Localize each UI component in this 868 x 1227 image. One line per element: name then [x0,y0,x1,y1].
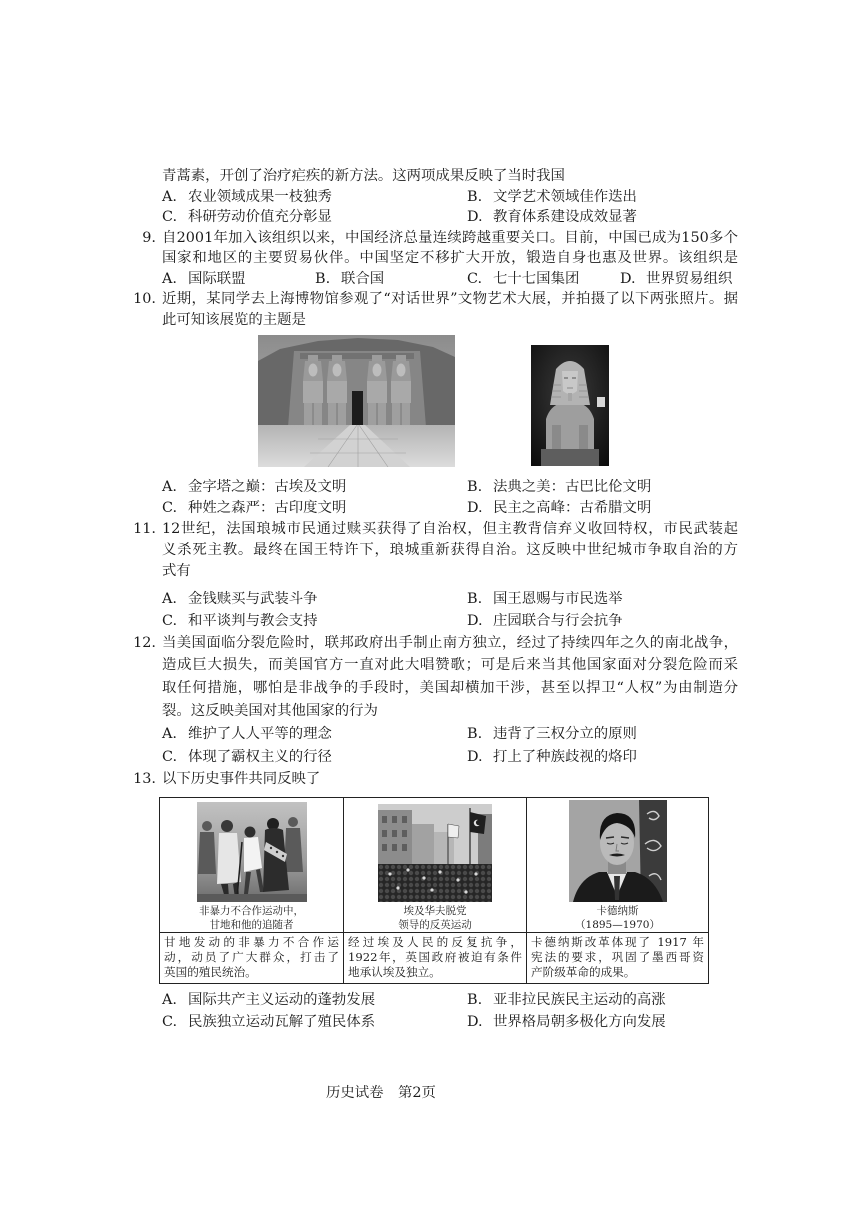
description-line: 卡德纳斯改革体现了 1917 年 [531,935,704,949]
option-text: 世界贸易组织 [646,271,733,287]
question-13-option-b [467,990,666,1010]
question-11-option-b [467,589,623,609]
event-description-gandhi [160,933,344,983]
option-label: D. [620,271,636,287]
option-text: 国际共产主义运动的蓬勃发展 [188,992,376,1008]
option-label: D. [467,500,483,516]
option-label: D. [467,613,483,629]
option-text: 民主之高峰：古希腊文明 [493,500,652,516]
caption-line: 非暴力不合作运动中， [199,905,304,917]
option-text: 体现了霸权主义的行径 [188,749,332,765]
option-text: 世界格局朝多极化方向发展 [493,1014,666,1030]
question-9-option-a [162,269,246,289]
photo-caption [527,904,708,932]
question-12-option-d [467,747,637,767]
question-number: 9. [142,230,156,246]
question-13-option-d [467,1012,666,1032]
temple-entrance [352,391,363,425]
option-label: D. [467,749,483,765]
description-line: 英国的殖民统治。 [164,965,257,979]
description-line: 地承认埃及独立。 [348,965,441,979]
page-footer: 历史试卷 第2页 [326,1085,436,1101]
option-label: A. [162,189,177,205]
option-text: 种姓之森严：古印度文明 [188,500,347,516]
question-11-stem-line: 义杀死主教。最终在国王特许下，琅城重新获得自治。这反映中世纪城市争取自治的方 [162,542,738,558]
option-label: C. [162,1014,178,1030]
option-label: B. [467,591,483,607]
question-12-stem-line: 裂。这反映美国对其他国家的行为 [162,703,378,719]
question-9-stem-line: 国家和地区的主要贸易伙伴。中国坚定不移扩大开放，锻造自身也惠及世界。该组织是 [162,250,738,266]
event-description-egypt [344,933,527,983]
option-label: D. [467,209,483,225]
question-13-stem-line: 以下历史事件共同反映了 [162,771,321,787]
caption-line: 甘地和他的追随者 [209,919,294,931]
description-line: 动，动员了广大群众，打击了 [164,950,339,964]
question-10-option-a [162,477,346,497]
option-label: A. [162,992,177,1008]
question-9-option-d [620,269,732,289]
option-label: B. [467,189,483,205]
crowd [378,864,492,902]
question-9-option-c [467,269,579,289]
option-text: 庄园联合与行会抗争 [493,613,623,629]
table-cell-gandhi [160,798,344,933]
caption-line: （1895—1970） [575,919,660,931]
option-text: 教育体系建设成效显著 [493,209,637,225]
question-12-stem-line: 造成巨大损失，而美国官方一直对此大唱赞歌；可是后来当其他国家面对分裂危险而采 [162,657,738,673]
question-10-stem-line: 近期，某同学去上海博物馆参观了“对话世界”文物艺术大展，并拍摄了以下两张照片。据 [162,291,738,307]
event-description-cardenas [527,933,708,983]
question-number: 10. [133,291,156,307]
option-label: A. [162,591,177,607]
table-cell-egypt [344,798,527,933]
option-text: 国王恩赐与市民选举 [493,591,623,607]
table-cell-cardenas [527,798,708,933]
sphinx-statue-photo [531,345,609,466]
question-11-stem-line: 12世纪，法国琅城市民通过赎买获得了自治权，但主教背信弃义收回特权，市民武装起 [162,521,738,537]
option-label: C. [162,500,178,516]
option-text: 农业领域成果一枝独秀 [188,189,332,205]
photo-caption [160,904,343,932]
option-label: C. [467,271,483,287]
option-label: C. [162,209,178,225]
option-text: 维护了人人平等的理念 [188,726,332,742]
option-label: B. [315,271,331,287]
option-label: B. [467,992,483,1008]
question-10-stem-line: 此可知该展览的主题是 [162,312,306,328]
caption-line: 领导的反英运动 [398,919,472,931]
option-label: D. [467,1014,483,1030]
question-8-option-c [162,207,332,227]
question-number: 11. [133,521,156,537]
option-text: 亚非拉民族民主运动的高涨 [493,992,666,1008]
option-text: 金钱赎买与武装斗争 [188,591,318,607]
question-8-option-d [467,207,637,227]
question-12-option-c [162,747,332,767]
question-12-option-b [467,724,637,744]
option-label: A. [162,726,177,742]
option-text: 法典之美：古巴比伦文明 [493,479,652,495]
question-13-option-a [162,990,375,1010]
question-11-option-a [162,589,318,609]
option-text: 民族独立运动瓦解了殖民体系 [188,1014,376,1030]
question-number: 13. [133,771,156,787]
option-text: 和平谈判与教会支持 [188,613,318,629]
option-text: 违背了三权分立的原则 [493,726,637,742]
option-label: A. [162,479,177,495]
question-9-stem-line: 自2001年加入该组织以来，中国经济总量连续跨越重要关口。目前，中国已成为150多个 [162,230,738,246]
question-10-option-c [162,498,346,518]
question-8-option-a [162,187,332,207]
cardenas-portrait-photo [569,800,667,902]
option-label: C. [162,749,178,765]
statue-base [541,449,599,466]
caption-line: 卡德纳斯 [596,905,639,917]
description-line: 宪法的要求，巩固了墨西哥资 [531,950,704,964]
question-11-option-d [467,611,623,631]
caption-line: 埃及华夫脱党 [403,905,467,917]
question-12-option-a [162,724,332,744]
option-text: 打上了种族歧视的烙印 [493,749,637,765]
question-11-stem-line: 式有 [162,563,191,579]
question-12-stem-line: 取任何措施，哪怕是非战争的手段时，美国却横加干涉，甚至以捍卫“人权”为由制造分 [162,680,738,696]
option-text: 科研劳动价值充分彰显 [188,209,332,225]
option-label: B. [467,479,483,495]
question-12-stem-line: 当美国面临分裂危险时，联邦政府出手制止南方独立，经过了持续四年之久的南北战争， [162,635,738,651]
option-label: C. [162,613,178,629]
history-events-table [159,797,709,984]
option-text: 文学艺术领域佳作迭出 [493,189,637,205]
option-text: 联合国 [341,271,385,287]
option-label: B. [467,726,483,742]
egypt-wafd-protest-photo [378,804,492,902]
description-line: 产阶级革命的成果。 [531,965,636,979]
description-line: 甘地发动的非暴力不合作运 [164,935,339,949]
option-text: 国际联盟 [188,271,246,287]
option-text: 金字塔之巅：古埃及文明 [188,479,347,495]
option-label: A. [162,271,177,287]
sphinx-face [562,371,578,394]
question-number: 12. [133,635,156,651]
question-10-option-d [467,498,651,518]
question-8-stem-line: 青蒿素，开创了治疗疟疾的新方法。这两项成果反映了当时我国 [162,168,565,184]
photo-caption [344,904,526,932]
gandhi-march-photo [197,802,307,902]
question-10-option-b [467,477,651,497]
abu-simbel-temple-photo [258,335,455,467]
question-8-option-b [467,187,637,207]
question-11-option-c [162,611,318,631]
description-line: 经过埃及人民的反复抗争， [348,935,522,949]
option-text: 七十七国集团 [493,271,580,287]
description-line: 1922年，英国政府被迫有条件 [348,950,522,964]
question-13-option-c [162,1012,375,1032]
question-9-option-b [315,269,384,289]
